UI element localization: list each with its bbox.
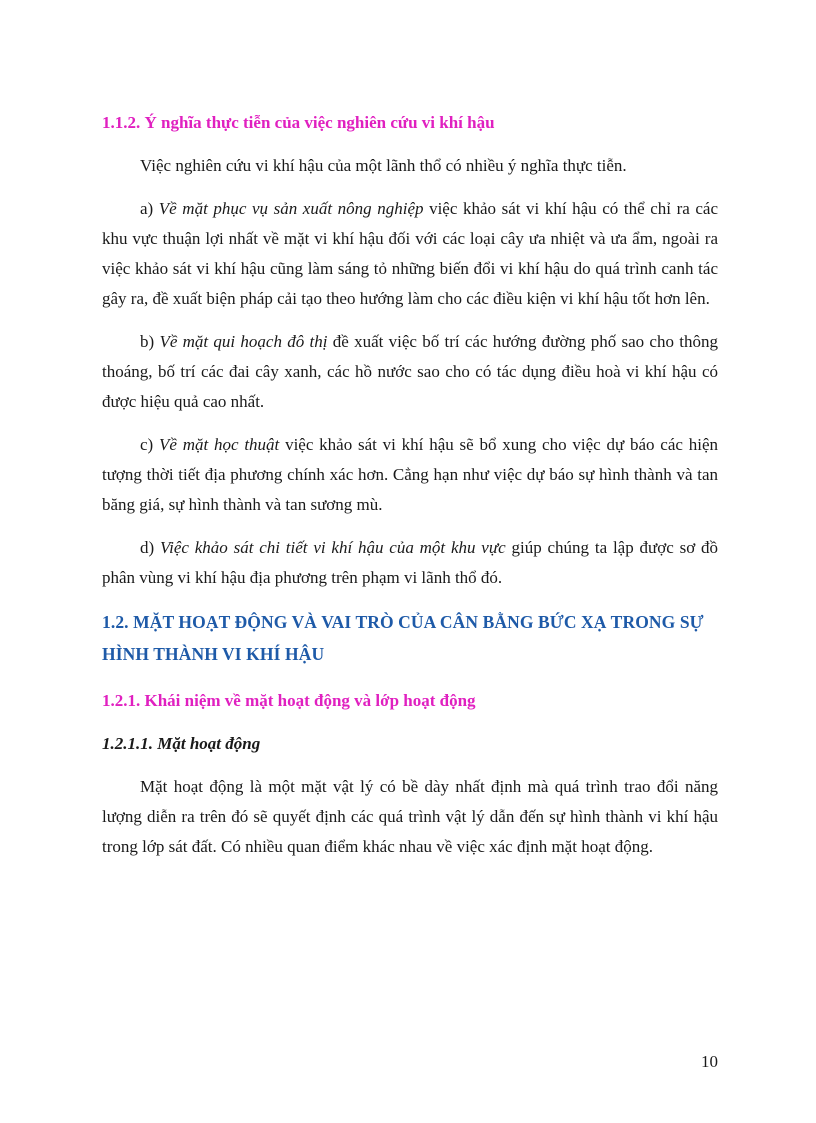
paragraph-a-prefix: a) (140, 199, 159, 218)
paragraph-mat-hoat-dong: Mặt hoạt động là một mặt vật lý có bề dày nhất định mà quá trình trao đổi năng lượng diễn ra trên đó sẽ quyết định các quá trình vật lý dẫn đến sự hình thành vi khí hậu trong lớp sát đất. Có nhiều quan điểm khác nhau về việc xác định mặt hoạt động. (102, 777, 718, 856)
intro-paragraph: Việc nghiên cứu vi khí hậu của một lãnh thổ có nhiều ý nghĩa thực tiễn. (140, 156, 627, 175)
paragraph-c-prefix: c) (140, 435, 159, 454)
heading-1-2-1-1 (102, 729, 718, 759)
paragraph-a (102, 194, 718, 314)
heading-1-1-2: 1.1.2. Ý nghĩa thực tiễn của việc nghiên cứu vi khí hậu (102, 113, 495, 132)
paragraph-a-italic: Về mặt phục vụ sản xuất nông nghiệp (158, 199, 424, 218)
page-content (102, 108, 718, 862)
heading-1-2-1-1-title: Mặt hoạt động (157, 734, 261, 753)
paragraph-a-text: việc khảo sát vi khí hậu có thể chỉ ra các khu vực thuận lợi nhất về mặt vi khí hậu đối với các loại cây ưa nhiệt và ưa ẩm, ngoài ra việc khảo sát vi khí hậu cũng làm sáng tỏ những biến đổi vi khí hậu do quá trình canh tác gây ra, đề xuất biện pháp cải tạo theo hướng làm cho các điều kiện vi khí hậu tốt hơn lên. (102, 199, 718, 308)
paragraph-b (102, 327, 718, 417)
paragraph-c (102, 430, 718, 520)
paragraph-d (102, 533, 718, 593)
heading-1-2-1-1-number: 1.2.1.1. (102, 734, 158, 753)
heading-1-2: 1.2. MẶT HOẠT ĐỘNG VÀ VAI TRÒ CỦA CÂN BẰNG BỨC XẠ TRONG SỰ HÌNH THÀNH VI KHÍ HẬU (102, 612, 704, 664)
paragraph-c-text: việc khảo sát vi khí hậu sẽ bổ xung cho việc dự báo các hiện tượng thời tiết địa phương chính xác hơn. Cẳng hạn như việc dự báo sự hình thành và tan băng giá, sự hình thành và tan sương mù. (102, 435, 718, 514)
page-number: 10 (701, 1052, 718, 1071)
paragraph-c-italic: Về mặt học thuật (159, 435, 280, 454)
paragraph-d-prefix: d) (140, 538, 160, 557)
paragraph-d-text: giúp chúng ta lập được sơ đồ phân vùng vi khí hậu địa phương trên phạm vi lãnh thổ đó. (102, 538, 718, 587)
paragraph-b-text: đề xuất việc bố trí các hướng đường phố sao cho thông thoáng, bố trí các đai cây xanh, các hồ nước sao cho có tác dụng điều hoà vi khí hậu có được hiệu quả cao nhất. (102, 332, 718, 411)
heading-1-2-1: 1.2.1. Khái niệm về mặt hoạt động và lớp hoạt động (102, 691, 476, 710)
paragraph-b-italic: Về mặt qui hoạch đô thị (159, 332, 328, 351)
paragraph-b-prefix: b) (140, 332, 160, 351)
paragraph-d-italic: Việc khảo sát chi tiết vi khí hậu của một khu vực (159, 538, 506, 557)
